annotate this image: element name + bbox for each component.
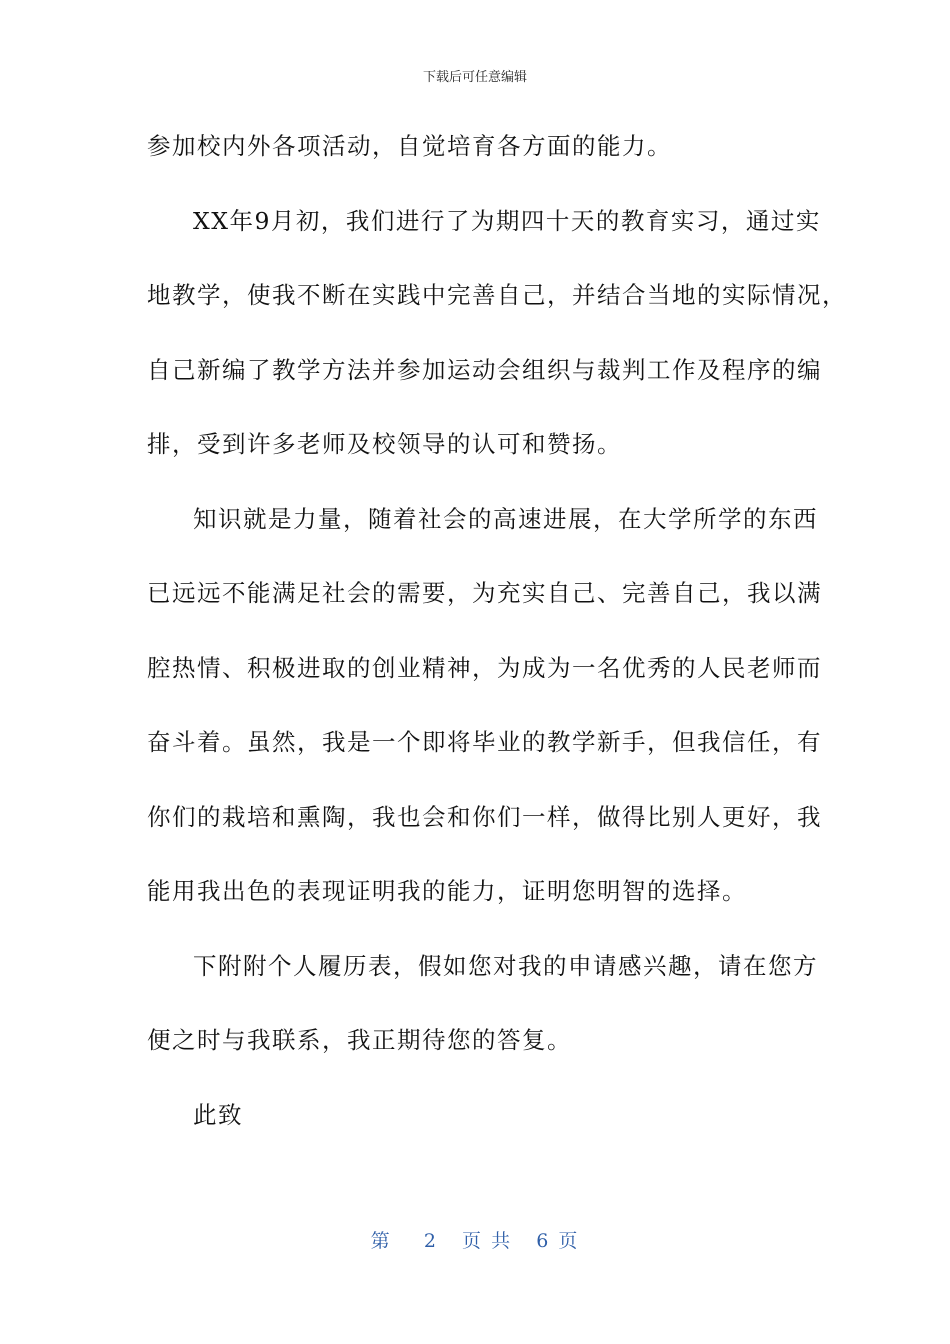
text-line: 已远远不能满足社会的需要，为充实自己、完善自己，我以满: [147, 579, 822, 607]
text-line: XX年9月初，我们进行了为期四十天的教育实习，通过实: [193, 206, 821, 235]
text-line: 你们的栽培和熏陶，我也会和你们一样，做得比别人更好，我: [147, 802, 822, 831]
text-line: 便之时与我联系，我正期待您的答复。: [147, 1026, 572, 1054]
text-line: 参加校内外各项活动，自觉培育各方面的能力。: [147, 132, 672, 160]
text-line: 知识就是力量，随着社会的高速进展，在大学所学的东西: [193, 504, 818, 533]
page-number-footer: [0, 1226, 950, 1253]
text-line: 能用我出色的表现证明我的能力，证明您明智的选择。: [147, 877, 747, 905]
text-line: 自己新编了教学方法并参加运动会组织与裁判工作及程序的编: [147, 355, 822, 384]
text-line: 下附附个人履历表，假如您对我的申请感兴趣，请在您方: [193, 951, 818, 980]
text-line: 腔热情、积极进取的创业精神，为成为一名优秀的人民老师而: [147, 653, 822, 682]
text-line: 排，受到许多老师及校领导的认可和赞扬。: [147, 430, 622, 458]
header-note: 下载后可任意编辑: [422, 70, 527, 85]
total-page-number: 6: [536, 1230, 551, 1252]
text-line: 此致: [193, 1100, 243, 1129]
text-line: 奋斗着。虽然，我是一个即将毕业的教学新手，但我信任，有: [147, 728, 822, 756]
current-page-number: 2: [423, 1230, 438, 1252]
footer-middle: 页 共: [462, 1230, 513, 1252]
document-body: [147, 118, 847, 1161]
footer-prefix: 第: [370, 1230, 392, 1252]
text-line: 地教学，使我不断在实践中完善自己，并结合当地的实际情况，: [147, 281, 847, 309]
footer-suffix: 页: [558, 1230, 580, 1252]
